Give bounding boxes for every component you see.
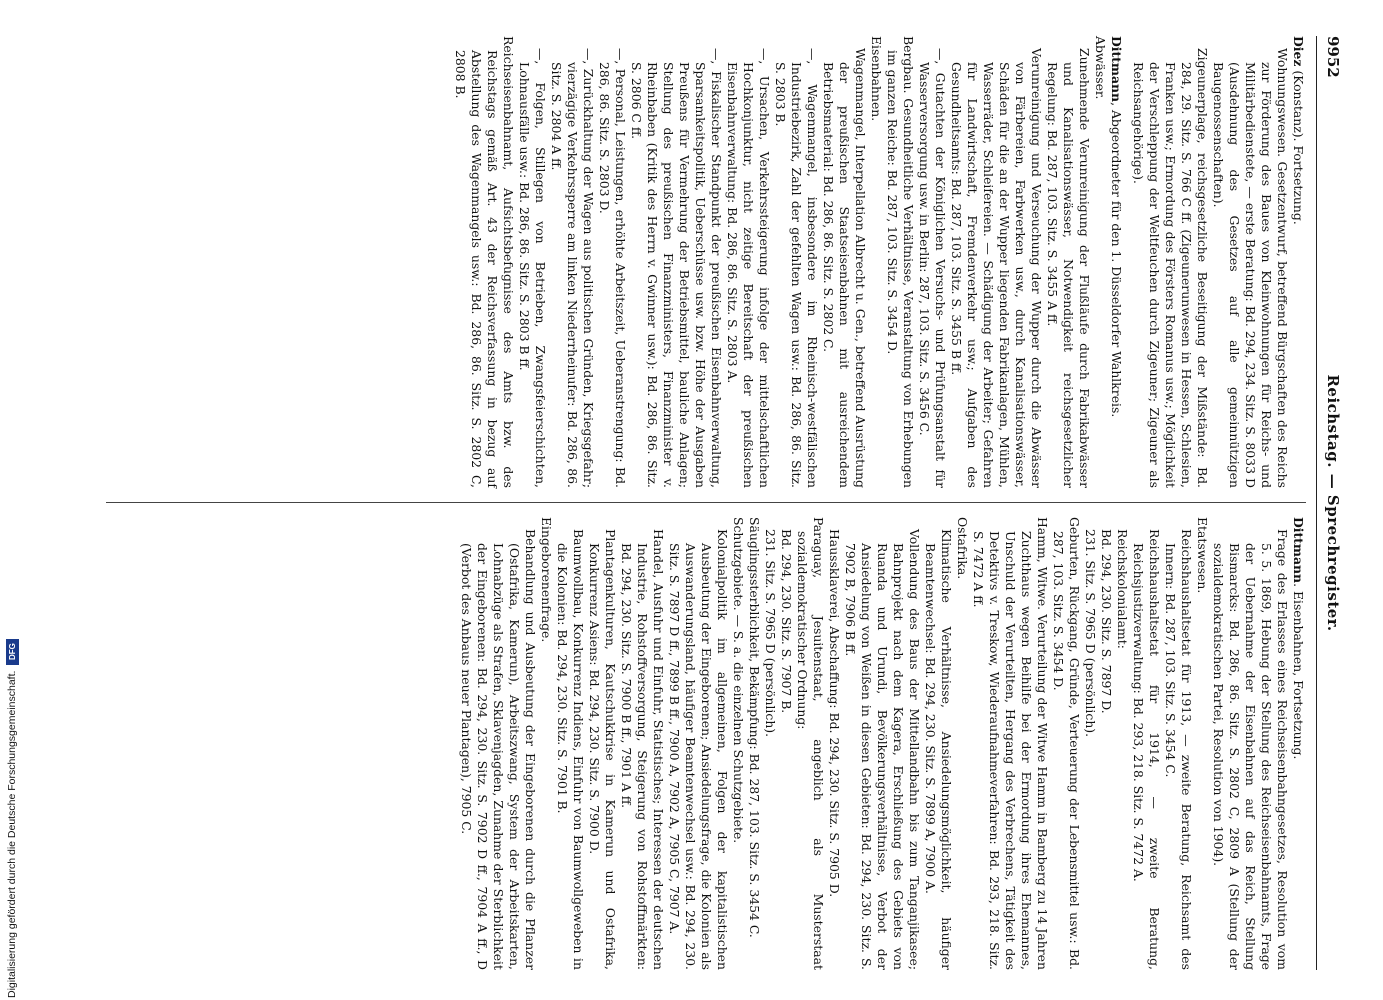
register-entry	[1130, 36, 1210, 488]
rotated-page	[73, 0, 1383, 1000]
running-head: Reichstag. — Sprechregister.	[1324, 374, 1342, 632]
entry-text: Bergbau. Gesundheitliche Verhältnisse, Veranstaltung von Erhebungen im ganzen Reiche: Bd. 287, 103. Sitz. S. 3454 D.	[885, 36, 916, 488]
register-entry	[762, 517, 778, 970]
register-entry	[628, 36, 724, 488]
speaker-name: Dittmann	[1291, 517, 1306, 584]
entry-text: —, Ursachen, Verkehrssteigerung infolge der mittelschaftlichen Hochkonjunktur, nicht zeitige Bereitschaft der preußischen Eisenbahnverwaltung: Bd. 286, 86. Sitz. S. 2803 A.	[725, 48, 772, 488]
register-entry	[884, 36, 916, 488]
entry-text: 231. Sitz. S. 7965 D (persönlich).	[1083, 529, 1098, 738]
register-entry	[458, 517, 538, 970]
entry-text: Hamm, Witwe. Verurteilung der Witwe Hamm in Bamberg zu 14 Jahren Zuchthaus wegen Beihilfe bei der Ermordung ihres Ehemannes, Unschuld der Verurteilten, Hergang des Verbrechens, Tätigkeit des Detektivs v. Treskow, Wiederaufnahmeverfahren: Bd. 293, 218. Sitz. S. 7472 A ff.	[971, 517, 1050, 970]
entry-text: Reichseisenbahnamt, Aufsichtsbefugnisse des Amts bzw. des Reichstags gemäß Art. 43 der Reichsverfassung in bezug auf Abstellung des Wagenmangels usw.: Bd. 286, 86. Sitz. S. 2802 C, 2808 B.	[453, 36, 516, 488]
entry-text: Verunreinigung und Verseuchung der Wupper durch die Abwässer von Färbereien, Farbwerken usw., durch Kanalisationswässer, Schäden für die an der Wupper liegenden Fabrikanlagen, Mühlen, Wasserräder, Schleifereien. — Schädigung der Arbeiter; Gefahren für Landwirtschaft, Fremdenverkehr usw.; Aufgaben des Gesundheitsamts: Bd. 287, 103. Sitz. S. 3455 B ff.	[949, 48, 1044, 488]
register-entry	[1290, 517, 1306, 970]
register-entry	[948, 36, 1044, 488]
register-entry	[794, 517, 826, 970]
entry-text: Schutzgebiete. — S. a. die einzelnen Schutzgebiete.	[731, 517, 746, 844]
right-column	[106, 503, 1306, 970]
entry-text: , Abgeordneter für den 1. Düsseldorfer Wahlkreis.	[1109, 102, 1124, 418]
register-entry	[548, 36, 596, 488]
register-entry	[452, 36, 516, 488]
entry-text: Ostafrika.	[955, 517, 970, 580]
entry-text: Bd. 294, 230. Sitz. S. 7907 B.	[779, 529, 794, 714]
entry-text: —, Wagenmangel, insbesondere im Rheinisch-westfälischen Industriebezirk, Zahl der gefehlten Wagen usw.: Bd. 286, 86. Sitz. S. 2803 B.	[773, 48, 820, 488]
page-header	[1316, 36, 1343, 970]
register-entry	[1050, 517, 1082, 970]
register-entry	[730, 517, 746, 970]
dfg-logo: DFG	[6, 639, 19, 665]
page-number: 9952	[1324, 36, 1342, 78]
register-entry	[746, 517, 762, 970]
left-column	[106, 36, 1306, 503]
entry-text: Reichshaushaltsetat für 1914, — zweite Beratung, Reichsjustizverwaltung: Bd. 293, 218. Sitz. S. 7472 A.	[1131, 529, 1162, 970]
entry-text: Zunehmende Verunreinigung der Flußläufe durch Fabrikabwässer und Kanalisationswässer, Notwendigkeit reichsgesetzlicher Regelung: Bd. 287, 103. Sitz. S. 3455 A ff.	[1045, 48, 1092, 488]
register-entry	[826, 517, 842, 970]
register-entry	[772, 36, 820, 488]
digitization-footer	[2, 3, 22, 998]
entry-text: —, Personal, Leistungen, erhöhte Arbeitszeit, Ueberanstrengung: Bd. 286, 86. Sitz. S. 2803 D.	[597, 48, 628, 488]
register-entry	[954, 517, 970, 970]
register-entry	[922, 517, 954, 970]
register-entry	[1194, 517, 1210, 970]
entry-text: Baumwollbau, Konkurrenz Indiens, Einfuhr von Baumwollgeweben in die Kolonien: Bd. 294, 230. Sitz. S. 7901 B.	[555, 529, 586, 970]
register-entry	[1130, 517, 1162, 970]
entry-text: —, Fiskalischer Standpunkt der preußischen Eisenbahnverwaltung, Sparsamkeitspolitik, Ueberschüsse usw. bzw. Höhe der Ausgaben Preußens für Vermehrung der Betriebsmittel, bauliche Anlagen; Stellung des preußischen Finanzministers, Finanzminister v. Rheinbaben (Kritik des Herrn v. Gwinner usw.): Bd. 286, 86. Sitz. S. 2806 C ff.	[629, 48, 724, 488]
entry-text: Zigeunerplage, reichsgesetzliche Beseitigung der Mißstände: Bd. 284, 29. Sitz. S. 766 C ff. (Zigeunerunwesen in Hessen, Schlesien, Franken usw.; Ermordung des Försters Romanus usw.; Möglichkeit der Verschleppung der Weltfeuchen durch Zigeuner; Zigeuner als Reichsangehörige).	[1131, 48, 1210, 488]
register-entry	[842, 517, 922, 970]
entry-text: 231. Sitz. S. 7965 D (persönlich).	[763, 529, 778, 738]
entry-text: Klimatische Verhältnisse, Ansiedelungsmöglichkeit, häufiger Beamtenwechsel: Bd. 294, 230. Sitz. S. 7899 A, 7900 A.	[923, 529, 954, 970]
register-entry	[516, 36, 548, 488]
entry-text: (Konstanz). Fortsetzung.	[1291, 66, 1306, 225]
register-entry	[618, 517, 666, 970]
register-entry	[1044, 36, 1092, 488]
register-entry	[1082, 517, 1098, 970]
register-entry	[1290, 36, 1306, 488]
entry-text: Kolonialpolitik im allgemeinen, Folgen der kapitalistischen Ausbeutung der Eingeborenen; Ansiedelungsfrage, die Kolonien als Auswanderungsland, häufiger Beamtenwechsel usw.: Bd. 294, 230. Sitz. S. 7897 D ff., 7899 B ff., 7900 A, 7902 A, 7905 C, 7907 A.	[667, 529, 730, 970]
entry-text: Vollendung des Baus der Mittellandbahn bis zum Tanganjikasee; Bahnprojekt nach dem Kagera, Erschließung des Gebiets von Ruanda und Urundi, Bevölkerungsverhältnisse, Verbot der Ansiedelung von Weißen in diesen Gebieten: Bd. 294, 230. Sitz. S. 7902 B, 7906 B ff.	[843, 529, 922, 970]
entry-text: Plantagenkulturen, Kautschukkrise in Kamerun und Ostafrika, Konkurrenz Asiens: Bd. 294, 230. Sitz. S. 7900 D.	[587, 529, 618, 970]
entry-text: —, Folgen, Stillegen von Betrieben, Zwangsfeierschichten, Lohnausfälle usw.: Bd. 286, 86. Sitz. S. 2803 B ff.	[517, 48, 548, 488]
entry-text: Eingeborenenfrage.	[539, 517, 554, 643]
entry-text: Abwässer.	[1093, 36, 1108, 100]
register-entry	[724, 36, 772, 488]
entry-text: Haussklaverei, Abschaffung: Bd. 294, 230. Sitz. S. 7905 D.	[827, 529, 842, 898]
register-entry	[1210, 517, 1290, 970]
register-entry	[538, 517, 554, 970]
entry-text: —, Gutachten der Königlichen Versuchs- und Prüfungsanstalt für Wasserversorgung usw. in Berlin: 287, 103. Sitz. S. 3456 C.	[917, 48, 948, 488]
register-entry	[554, 517, 586, 970]
entry-text: Reichshaushaltsetat für 1913, — zweite Beratung, Reichsamt des Innern: Bd. 287, 103. Sitz. S. 3454 C.	[1163, 529, 1194, 970]
digitization-note: Digitalisierung gefördert durch die Deutsche Forschungsgemeinschaft.	[6, 670, 18, 998]
entry-text: —, Zurückhaltung der Wagen aus politischen Gründen, Kriegsgefahr; vierzägige Verkehrssperre am linken Niederrheinufer: Bd. 286, 86. Sitz. S. 2804 A ff.	[549, 48, 596, 488]
entry-text: Reichskolonialamt:	[1115, 529, 1130, 649]
text-columns	[106, 36, 1306, 970]
register-entry	[868, 36, 884, 488]
entry-text: Paraguay, Jesuitenstaat, angeblich als Musterstaat sozialdemokratischer Ordnung:	[795, 517, 826, 970]
speaker-name: Diez	[1291, 36, 1306, 67]
speaker-name: Dittmann	[1109, 36, 1124, 103]
entry-text: Geburten, Rückgang, Gründe, Verteuerung der Lebensmittel usw.: Bd. 287, 103. Sitz. S. 3454 D.	[1051, 517, 1082, 970]
entry-text: . Eisenbahnen, Fortsetzung.	[1291, 583, 1306, 760]
register-entry	[1098, 517, 1114, 970]
register-entry	[666, 517, 730, 970]
register-entry	[1114, 517, 1130, 970]
entry-text: Wagenmangel, Interpellation Albrecht u. Gen., betreffend Ausrüstung der preußischen Staatseisenbahnen mit ausreichendem Betriebsmaterial: Bd. 286, 86. Sitz. S. 2802 C.	[821, 48, 868, 488]
entry-text: Behandlung und Ausbeutung der Eingeborenen durch die Pflanzer (Ostafrika, Kamerun), Arbeitszwang, System der Arbeitskarten, Lohnabzüge als Strafen, Sklavenjagden, Zunahme der Sterblichkeit der Eingeborenen: Bd. 294, 230. Sitz. S. 7902 D ff., 7904 A ff., D (Verbot des Anbaus neuer Plantagen), 7905 C.	[459, 529, 538, 970]
register-entry	[1092, 36, 1108, 488]
register-entry	[1210, 36, 1290, 488]
entry-text: Etatswesen.	[1195, 517, 1210, 594]
register-entry	[916, 36, 948, 488]
register-entry	[1108, 36, 1124, 488]
entry-text: Wohnungswesen. Gesetzentwurf, betreffend Bürgschaften des Reichs zur Förderung des Baues von Kleinwohnungen für Reichs- und Militärbedienstete, — erste Beratung: Bd. 294, 234. Sitz. S. 8033 D (Ausdehnung des Gesetzes auf alle gemeinnützigen Baugenossenschaften).	[1211, 48, 1290, 488]
entry-text: Säuglingssterblichkeit, Bekämpfung: Bd. 287, 103. Sitz. S. 3454 C.	[747, 517, 762, 938]
entry-text: Frage des Erlasses eines Reichseisenbahngesetzes, Resolution vom 5. 5. 1869, Hebung der Stellung des Reichseisenbahnamts, Frage der Uebernahme der Eisenbahnen auf das Reich, Stellung Bismarcks: Bd. 286, 86. Sitz. S. 2802 C, 2809 A (Stellung der sozialdemokratischen Partei, Resolution von 1904).	[1211, 529, 1290, 970]
entry-text: Eisenbahnen.	[869, 36, 884, 122]
register-entry	[586, 517, 618, 970]
register-entry	[820, 36, 868, 488]
entry-text: Bd. 294, 230. Sitz. S. 7897 D.	[1099, 529, 1114, 714]
register-entry	[970, 517, 1050, 970]
register-entry	[1162, 517, 1194, 970]
entry-text: Handel, Ausfuhr und Einfuhr, Statistisches; Interessen der deutschen Industrie, Rohstoffversorgung, Steigerung von Rohstoffmärkten: Bd. 294, 230. Sitz. S. 7900 B ff., 7901 A ff.	[619, 529, 666, 970]
register-entry	[778, 517, 794, 970]
register-entry	[596, 36, 628, 488]
